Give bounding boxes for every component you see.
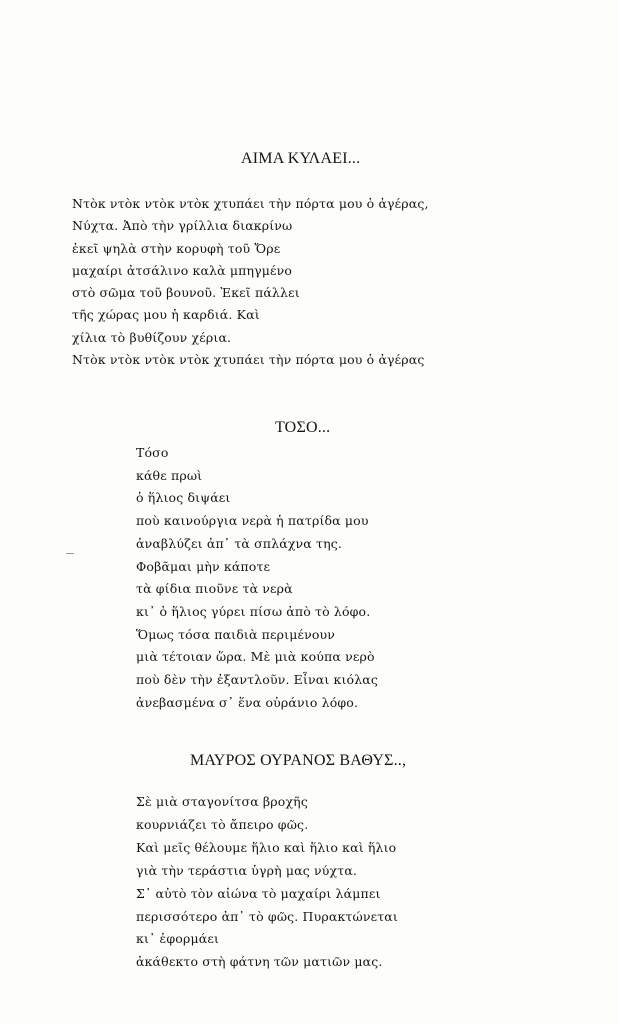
poem-line: κι᾿ ἐφορμάει <box>136 931 220 947</box>
poem-line: Ντὸκ ντὸκ ντὸκ ντὸκ χτυπάει τὴν πόρτα μου ὁ ἀγέρας <box>72 352 425 368</box>
poem-title: ΤΟΣΟ... <box>275 419 331 436</box>
poem-line: Φοβᾶμαι μὴν κάποτε <box>136 558 271 574</box>
poem-body <box>136 791 398 974</box>
poem-line: μιὰ τέτοιαν ὥρα. Μὲ μιὰ κούπα νερὸ <box>136 649 375 665</box>
poem-line: Σὲ μιὰ σταγονίτσα βροχῆς <box>136 794 308 809</box>
poem-body <box>72 193 429 371</box>
poem-line: ἀκάθεκτο στὴ φάτνη τῶν ματιῶν μας. <box>136 954 383 970</box>
poem-line: Ὅμως τόσα παιδιὰ περιμένουν <box>136 626 336 642</box>
poem-line: στὸ σῶμα τοῦ βουνοῦ. Ἐκεῖ πάλλει <box>72 285 300 301</box>
poem-line: Νύχτα. Ἀπὸ τὴν γρίλλια διακρίνω <box>72 218 293 234</box>
scan-mark <box>66 553 74 554</box>
poem-line: κι᾿ ὁ ἥλιος γύρει πίσω ἀπὸ τὸ λόφο. <box>136 603 371 619</box>
poem-line: Καὶ μεῖς θέλουμε ἥλιο καὶ ἥλιο καὶ ἥλιο <box>136 839 397 855</box>
poem-line: ποὺ καινούργια νερὰ ἡ πατρίδα μου <box>136 513 369 529</box>
poem-line: κουρνιάζει τὸ ἄπειρο φῶς. <box>136 816 309 832</box>
poem-title: ΜΑΥΡΟΣ ΟΥΡΑΝΟΣ ΒΑΘΥΣ.., <box>190 752 407 769</box>
poem-line: Σ᾿ αὐτὸ τὸν αἰώνα τὸ μαχαίρι λάμπει <box>136 885 381 901</box>
poem-line: κάθε πρωὶ <box>136 467 203 483</box>
poem-line: μαχαίρι ἀτσάλινο καλὰ μπηγμένο <box>72 262 293 278</box>
poem-line: ἐκεῖ ψηλὰ στὴν κορυφὴ τοῦ Ὄρε <box>72 240 281 256</box>
poem-line: ἀνεβασμένα σ᾿ ἕνα οὐράνιο λόφο. <box>136 694 359 710</box>
poem-line: ποὺ δὲν τὴν ἐξαντλοῦν. Εἶναι κιόλας <box>136 672 379 688</box>
poem-line: χίλια τὸ βυθίζουν χέρια. <box>72 329 232 345</box>
poem-line: τὰ φίδια πιοῦνε τὰ νερὰ <box>136 581 293 597</box>
poem-title: ΑΙΜΑ ΚΥΛΑΕΙ... <box>241 150 361 167</box>
poem-line: ὁ ἥλιος διψάει <box>136 490 231 506</box>
poem-line: τῆς χώρας μου ἡ καρδιά. Καὶ <box>72 307 260 323</box>
poem-line: Ντὸκ ντὸκ ντὸκ ντὸκ χτυπάει τὴν πόρτα μου ὁ ἀγέρας, <box>72 196 429 211</box>
poem-line: ἀναβλύζει ἀπ᾿ τὰ σπλάχνα της. <box>136 535 342 551</box>
poem-line: περισσότερο ἀπ᾿ τὸ φῶς. Πυρακτώνεται <box>136 908 398 924</box>
poem-body <box>136 442 378 714</box>
poem-line: γιὰ τὴν τεράστια ὑγρὴ μας νύχτα. <box>136 862 358 878</box>
poem-line: Τόσο <box>136 445 169 460</box>
